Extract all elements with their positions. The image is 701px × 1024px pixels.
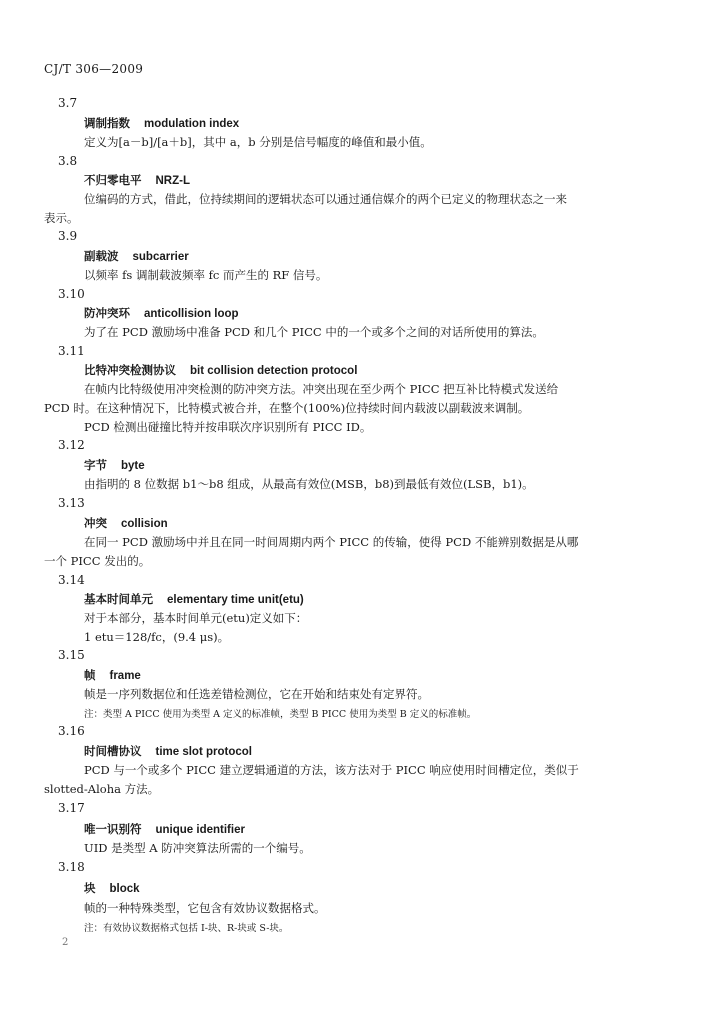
term-cn: 字节	[84, 458, 107, 472]
clause-number: 3.13	[58, 496, 85, 510]
definition-line: 1 etu＝128/fc，(9.4 μs)。	[84, 630, 230, 644]
page-number: 2	[62, 937, 69, 948]
term-heading	[84, 172, 190, 188]
clause-number: 3.17	[58, 801, 85, 815]
term-en: NRZ-L	[155, 175, 190, 187]
note-text: 注：有效协议数据格式包括 I-块、R-块或 S-块。	[84, 923, 289, 934]
standard-code: CJ/T 306—2009	[44, 62, 144, 76]
definition-line: 以频率 fs 调制载波频率 fc 而产生的 RF 信号。	[84, 268, 328, 282]
definition-line: UID 是类型 A 防冲突算法所需的一个编号。	[84, 841, 311, 855]
term-en: block	[109, 883, 140, 895]
term-heading	[84, 880, 140, 896]
definition-line: 帧的一种特殊类型，它包含有效协议数据格式。	[84, 901, 326, 915]
definition-line: 位编码的方式，借此，位持续期间的逻辑状态可以通过通信媒介的两个已定义的物理状态之一来	[84, 192, 567, 206]
term-en: byte	[121, 460, 145, 472]
term-cn: 基本时间单元	[84, 592, 153, 606]
term-cn: 防冲突环	[84, 306, 130, 320]
term-cn: 帧	[84, 668, 96, 682]
term-cn: 时间槽协议	[84, 744, 142, 758]
term-cn: 唯一识别符	[84, 822, 142, 836]
definition-line: PCD 时。在这种情况下，比特模式被合并，在整个(100%)位持续时间内载波以副载波来调制。	[44, 401, 530, 415]
term-en: collision	[121, 518, 168, 530]
definition-line: 表示。	[44, 211, 79, 225]
term-heading	[84, 115, 239, 131]
term-cn: 块	[84, 881, 96, 895]
term-en: elementary time unit(etu)	[167, 594, 304, 606]
term-heading	[84, 457, 145, 473]
term-heading	[84, 591, 304, 607]
definition-line: 在同一 PCD 激励场中并且在同一时间周期内两个 PICC 的传输，使得 PCD 不能辨别数据是从哪	[84, 535, 579, 549]
definition-line: 一个 PICC 发出的。	[44, 554, 151, 568]
term-heading	[84, 362, 357, 378]
clause-number: 3.7	[58, 96, 78, 110]
clause-number: 3.9	[58, 229, 78, 243]
clause-number: 3.18	[58, 860, 85, 874]
term-en: unique identifier	[155, 824, 245, 836]
term-cn: 不归零电平	[84, 173, 142, 187]
term-cn: 冲突	[84, 516, 107, 530]
note-text: 注：类型 A PICC 使用为类型 A 定义的标准帧，类型 B PICC 使用为类型 B 定义的标准帧。	[84, 709, 477, 720]
term-cn: 调制指数	[84, 116, 130, 130]
term-cn: 比特冲突检测协议	[84, 363, 176, 377]
clause-number: 3.15	[58, 648, 85, 662]
clause-number: 3.10	[58, 287, 85, 301]
term-en: modulation index	[144, 118, 240, 130]
definition-line: 对于本部分，基本时间单元(etu)定义如下：	[84, 611, 308, 625]
definition-line: PCD 与一个或多个 PICC 建立逻辑通道的方法，该方法对于 PICC 响应使用时间槽定位，类似于	[84, 763, 579, 777]
term-en: bit collision detection protocol	[190, 365, 358, 377]
term-heading	[84, 248, 189, 264]
clause-number: 3.12	[58, 438, 85, 452]
term-en: subcarrier	[132, 251, 189, 263]
definition-line: 由指明的 8 位数据 b1～b8 组成，从最高有效位(MSB，b8)到最低有效位(LSB，b1)。	[84, 477, 534, 491]
term-heading	[84, 515, 168, 531]
term-en: time slot protocol	[155, 746, 252, 758]
clause-number: 3.14	[58, 573, 85, 587]
term-cn: 副载波	[84, 249, 119, 263]
definition-line: slotted-Aloha 方法。	[44, 782, 160, 796]
term-en: anticollision loop	[144, 308, 239, 320]
definition-line: 为了在 PCD 激励场中准备 PCD 和几个 PICC 中的一个或多个之间的对话所使用的算法。	[84, 325, 544, 339]
term-heading	[84, 305, 239, 321]
term-en: frame	[109, 670, 141, 682]
clause-number: 3.16	[58, 724, 85, 738]
term-heading	[84, 821, 245, 837]
clause-number: 3.11	[58, 344, 85, 358]
definition-line: 帧是一序列数据位和任选差错检测位，它在开始和结束处有定界符。	[84, 687, 429, 701]
term-heading	[84, 667, 141, 683]
term-heading	[84, 743, 252, 759]
definition-line: PCD 检测出碰撞比特并按串联次序识别所有 PICC ID。	[84, 420, 372, 434]
clause-number: 3.8	[58, 154, 78, 168]
definition-line: 定义为[a－b]/[a＋b]，其中 a，b 分别是信号幅度的峰值和最小值。	[84, 135, 432, 149]
definition-line: 在帧内比特级使用冲突检测的防冲突方法。冲突出现在至少两个 PICC 把互补比特模式发送给	[84, 382, 559, 396]
